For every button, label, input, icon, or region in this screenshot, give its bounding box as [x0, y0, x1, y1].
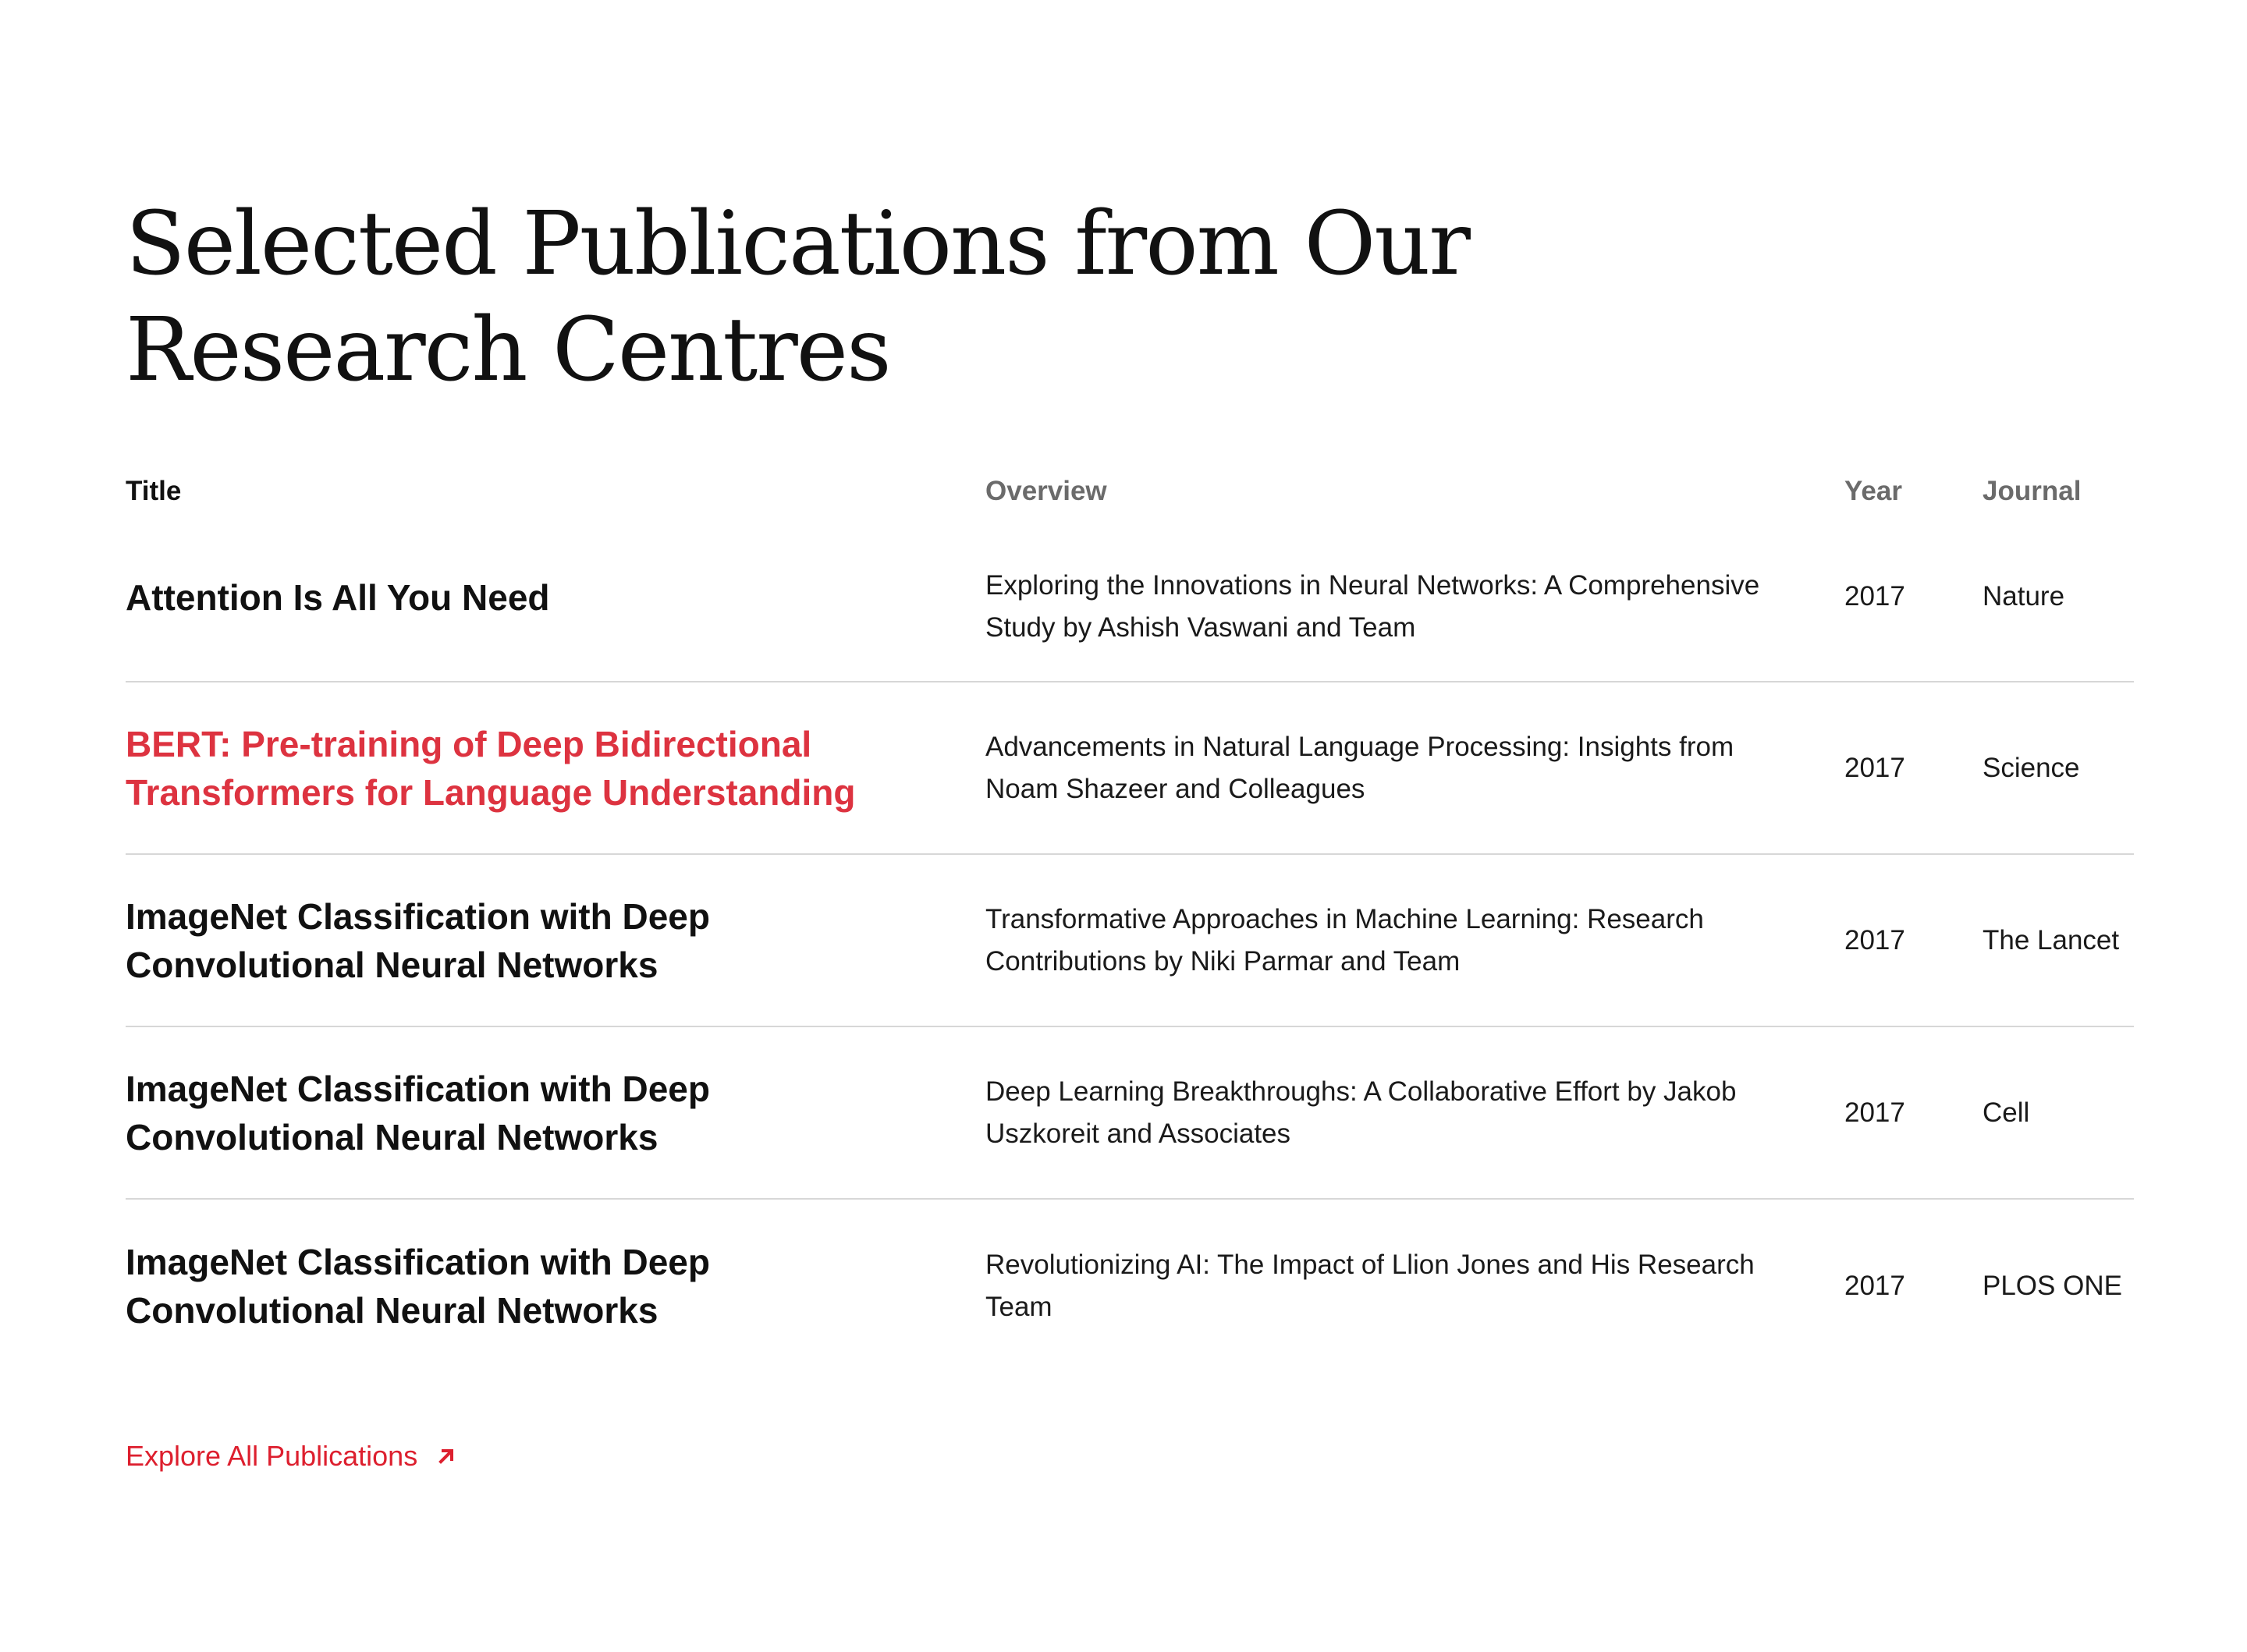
publication-year: 2017	[1844, 752, 1905, 783]
publication-journal: Science	[1983, 752, 2080, 783]
explore-link-label: Explore All Publications	[126, 1440, 418, 1472]
publication-title-link[interactable]: ImageNet Classification with Deep Convolutional Neural Networks	[126, 895, 710, 985]
page-title: Selected Publications from Our Research Centres	[126, 193, 1469, 401]
column-header-year: Year	[1844, 476, 1902, 506]
publication-year: 2017	[1844, 581, 1905, 612]
table-row	[126, 682, 2134, 855]
publication-journal: PLOS ONE	[1983, 1270, 2122, 1301]
column-header-overview: Overview	[985, 476, 1107, 506]
table-row	[126, 1200, 2134, 1372]
publication-overview: Advancements in Natural Language Processing: Insights from Noam Shazeer and Colleagues	[985, 731, 1734, 804]
publication-journal: The Lancet	[1983, 924, 2120, 955]
publication-year: 2017	[1844, 924, 1905, 955]
column-header-title: Title	[126, 476, 182, 506]
publication-journal: Nature	[1983, 581, 2065, 612]
publication-year: 2017	[1844, 1270, 1905, 1301]
table-row	[126, 538, 2134, 682]
arrow-up-right-icon	[435, 1445, 458, 1468]
publication-overview: Exploring the Innovations in Neural Networks: A Comprehensive Study by Ashish Vaswani and Team	[985, 570, 1760, 643]
publication-journal: Cell	[1983, 1097, 2030, 1128]
column-header-journal: Journal	[1983, 476, 2082, 506]
publications-table	[126, 476, 2134, 1372]
publication-overview: Deep Learning Breakthroughs: A Collaborative Effort by Jakob Uszkoreit and Associates	[985, 1076, 1737, 1149]
publication-title-link[interactable]: BERT: Pre-training of Deep Bidirectional Transformers for Language Understanding	[126, 723, 856, 813]
table-row	[126, 1027, 2134, 1200]
publication-overview: Revolutionizing AI: The Impact of Llion Jones and His Research Team	[985, 1249, 1755, 1322]
publication-title-link[interactable]: Attention Is All You Need	[126, 577, 550, 618]
table-row	[126, 855, 2134, 1027]
publications-section	[126, 191, 2134, 1331]
publication-year: 2017	[1844, 1097, 1905, 1128]
table-header	[126, 476, 2134, 538]
explore-all-publications-link[interactable]	[126, 1437, 458, 1476]
publication-overview: Transformative Approaches in Machine Learning: Research Contributions by Niki Parmar and Team	[985, 903, 1704, 977]
publication-title-link[interactable]: ImageNet Classification with Deep Convolutional Neural Networks	[126, 1241, 710, 1331]
publication-title-link[interactable]: ImageNet Classification with Deep Convolutional Neural Networks	[126, 1068, 710, 1157]
